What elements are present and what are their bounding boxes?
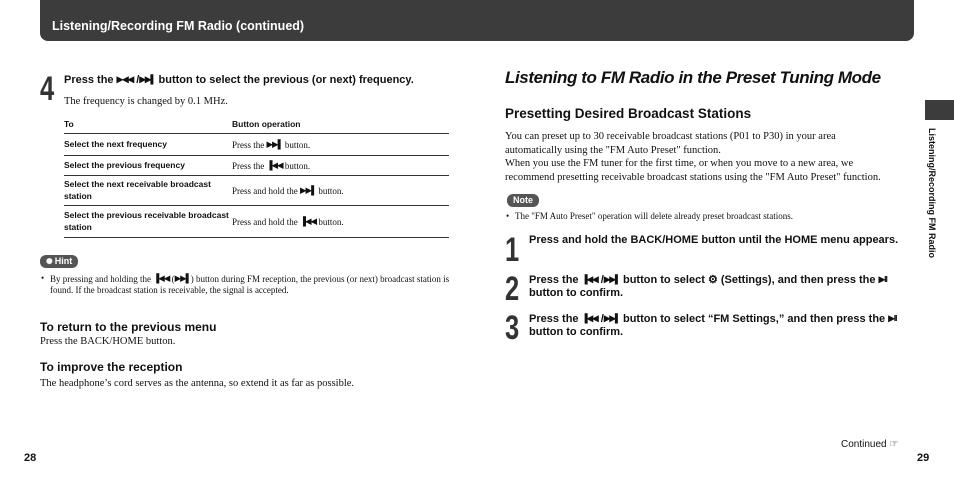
improve-reception-heading: To improve the reception <box>40 360 183 374</box>
header-bar <box>40 0 914 41</box>
return-menu-heading: To return to the previous menu <box>40 320 217 334</box>
column-header-to: To <box>64 115 232 133</box>
next-button-icon: ▶▶▌ <box>266 138 283 149</box>
table-cell-to: Select the previous frequency <box>64 155 232 175</box>
table-cell-to: Select the next frequency <box>64 133 232 155</box>
step-4-text: Press the ▶◀◀ /▶▶▌ button to select the previous (or next) frequency. <box>64 74 414 86</box>
table-header-row <box>64 115 449 133</box>
table-cell-operation: Press the ▶▶▌ button. <box>232 133 449 155</box>
table-row <box>64 205 449 237</box>
table-cell-operation: Press the ▐◀◀ button. <box>232 155 449 175</box>
bullet-icon: • <box>41 273 45 283</box>
button-operation-table <box>64 115 449 238</box>
page-title: Listening to FM Radio in the Preset Tuning Mode <box>505 68 881 87</box>
step-1-text: Press and hold the BACK/HOME button until the HOME menu appears. <box>529 234 899 246</box>
table-cell-operation: Press and hold the ▶▶▌ button. <box>232 175 449 205</box>
next-button-icon: ▶▶▌ <box>139 74 156 84</box>
table-row <box>64 155 449 175</box>
pointing-hand-icon: ☞ <box>889 439 899 450</box>
table-row <box>64 133 449 155</box>
frequency-note: The frequency is changed by 0.1 MHz. <box>64 96 228 107</box>
step-number-4: 4 <box>40 70 55 108</box>
previous-button-icon: ▐◀◀ <box>300 215 317 226</box>
hint-badge: ✺ Hint <box>40 255 78 268</box>
next-button-icon: ▶▶▌ <box>603 313 620 323</box>
next-button-icon: ▶▶▌ <box>174 273 191 283</box>
table-row <box>64 175 449 205</box>
section-heading: Presetting Desired Broadcast Stations <box>505 106 752 121</box>
previous-button-icon: ▐◀◀ <box>153 273 170 283</box>
bullet-icon: • <box>506 211 510 221</box>
previous-button-icon: ▶◀◀ <box>116 74 134 84</box>
settings-icon: ⚙ <box>707 274 718 286</box>
next-button-icon: ▶▶▌ <box>300 184 317 195</box>
column-header-operation: Button operation <box>232 115 449 133</box>
step-2-text: Press the ▐◀◀ /▶▶▌ button to select ⚙ (Settings), and then press the ▶II button to confirm. <box>529 274 887 299</box>
hint-text: • By pressing and holding the ▐◀◀ (▶▶▌) button during FM reception, the previous (or next) broadcast station is found. If the broadcast station is receivable, the signal is accepted. <box>41 273 450 295</box>
table-cell-operation: Press and hold the ▐◀◀ button. <box>232 205 449 237</box>
side-tab-marker <box>925 100 954 120</box>
return-menu-text: Press the BACK/HOME button. <box>40 336 176 347</box>
note-badge: Note <box>507 194 539 207</box>
step-3-text: Press the ▐◀◀ /▶▶▌ button to select “FM Settings,” and then press the ▶II button to confirm. <box>529 313 897 338</box>
play-pause-icon: ▶II <box>888 313 897 323</box>
side-section-label: Listening/Recording FM Radio <box>927 128 937 258</box>
play-pause-icon: ▶II <box>878 274 887 284</box>
previous-button-icon: ▐◀◀ <box>581 313 598 323</box>
previous-button-icon: ▐◀◀ <box>266 159 283 170</box>
step-number-3: 3 <box>505 309 520 347</box>
step-number-1: 1 <box>505 231 520 269</box>
page-number-right: 29 <box>917 452 930 464</box>
improve-reception-text: The headphone’s cord serves as the antenna, so extend it as far as possible. <box>40 378 355 389</box>
intro-paragraph: You can preset up to 30 receivable broadcast stations (P01 to P30) in your area automatically using the "FM Auto Preset" function. When you use the FM tuner for the first time, or when you move to a new area, we recommend presetting receivable broadcast stations using the "FM Auto Preset" function. <box>505 131 881 183</box>
table-cell-to: Select the next receivable broadcast station <box>64 175 232 205</box>
next-button-icon: ▶▶▌ <box>603 274 620 284</box>
note-text: • The "FM Auto Preset" operation will delete already preset broadcast stations. <box>506 211 794 221</box>
step-number-2: 2 <box>505 270 520 308</box>
continued-label: Continued ☞ <box>841 439 899 450</box>
header-title: Listening/Recording FM Radio (continued) <box>52 19 305 33</box>
previous-button-icon: ▐◀◀ <box>581 274 598 284</box>
table-cell-to: Select the previous receivable broadcast station <box>64 205 232 237</box>
page-number-left: 28 <box>24 452 37 464</box>
lightbulb-icon: ✺ <box>46 257 53 266</box>
